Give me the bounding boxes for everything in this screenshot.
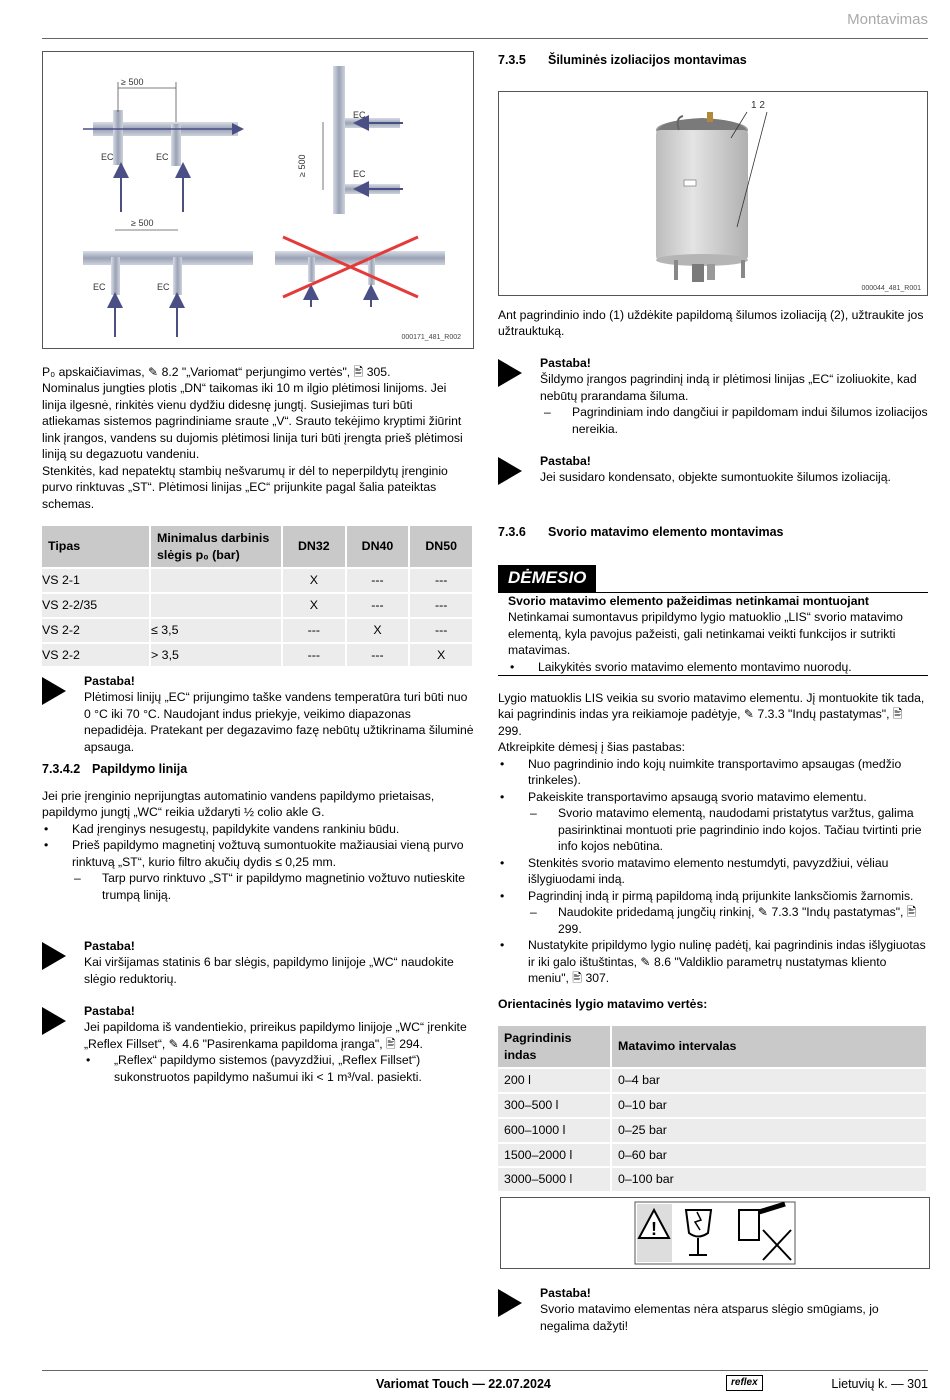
list-item: – Pagrindiniam indo dangčiui ir papildomam indui šilumos izoliacijos nereikia. [512, 404, 928, 437]
ec-label-4: EC [353, 169, 366, 179]
section-heading-735 [498, 52, 928, 69]
ec-label-3: EC [353, 110, 366, 120]
figure-code: 000044_481_R001 [861, 284, 921, 292]
note-text: Jei susidaro kondensato, objekte sumontuokite šilumos izoliaciją. [540, 470, 891, 485]
list-item: • Pagrindinį indą ir pirmą papildomą indą prijunkite lanksčiomis žarnomis. [498, 888, 928, 904]
connection-size-table [42, 524, 474, 668]
svg-text:!: ! [651, 1219, 657, 1239]
refill-line-text [42, 788, 474, 903]
gap-label-top: ≥ 500 [121, 77, 144, 87]
note-arrow-icon [42, 673, 84, 755]
callout-numbers: 1 2 [751, 100, 765, 111]
table-row: 3000–5000 l 0–100 bar [498, 1168, 928, 1191]
note-text: Jei papildoma iš vandentiekio, prireikus papildymo linijoje „WC“ įrenkite „Reflex Fillset“, ✎ 4.6 "Pasirenkama papildoma įranga", 🖹 294. [84, 1020, 467, 1051]
section-number: 7.3.6 [498, 525, 526, 539]
table-row: 600–1000 l 0–25 bar [498, 1119, 928, 1142]
section-header: Montavimas [847, 11, 928, 28]
gap-label-vertical: ≥ 500 [297, 154, 307, 177]
insulation-vessel-figure [498, 91, 928, 296]
table-row: 1500–2000 l 0–60 bar [498, 1144, 928, 1167]
figure-code: 000171_481_R002 [401, 333, 461, 341]
expansion-line-text [42, 364, 474, 512]
nominal-width-paragraph: Nominalus jungties plotis „DN“ taikomas iki 10 m ilgio plėtimosi linijoms. Jei linija ilgesnė, rinkitės vienu dydžiu didesnę jungtį. Susiejimas turi būti atliekamas sistemos pagrindiniame sraute „V“. Srauto tekėjimo kryptimi žiūrint link įrangos, vandens su dujomis plėtimosi linija turi būti įrengta prieš plėtimosi liniją su degazuotu vandeniu. [42, 381, 463, 462]
ec-label-5: EC [93, 282, 106, 292]
note-title: Pastaba! [540, 454, 591, 468]
note-text: Šildymo įrangos pagrindinį indą ir plėtimosi linijas „EC“ izoliuokite, kad nebūtų prarandama šiluma. [540, 372, 917, 403]
measurement-range-table [498, 1024, 928, 1193]
list-item: • Nustatykite pripildymo lygio nulinę padėtį, kai pagrindinis indas išlygiuotas ir iki galo ištuštintas, ✎ 8.6 "Valdiklio parametrų nustatymas kliento meniu", 🖹 307. [498, 937, 928, 986]
note-no-paint [498, 1285, 924, 1334]
footer-page: Lietuvių k. — 301 [831, 1377, 928, 1391]
note-title: Pastaba! [84, 674, 135, 688]
table-row: VS 2-2 ≤ 3,5 --- X --- [42, 619, 474, 642]
refill-intro: Jei prie įrenginio neprijungtas automatinio vandens papildymo prietaisas, papildymo jungtį „WC“ reikia uždaryti ½ colio akle G. [42, 789, 435, 820]
lis-instructions [498, 690, 928, 986]
table-row: VS 2-2/35 X --- --- [42, 594, 474, 617]
insulation-instruction: Ant pagrindinio indo (1) uždėkite papildomą šilumos izoliaciją (2), užtraukite jos užtrauktuką. [498, 308, 924, 339]
table-row: 300–500 l 0–10 bar [498, 1094, 928, 1117]
note-arrow-icon [42, 938, 84, 987]
col-header-vessel: Pagrindinis indas [498, 1026, 612, 1067]
warning-text: Netinkamai sumontavus pripildymo lygio matuoklio „LIS“ svorio matavimo elementą, kyla pavojus pažeisti, gali netinkamai veikti funkcijos ir sutrikti matavimas. [508, 610, 903, 658]
ec-label-1: EC [101, 152, 114, 162]
table-row: VS 2-1 X --- --- [42, 569, 474, 592]
ec-label-6: EC [157, 282, 170, 292]
col-header-dn32: DN32 [283, 526, 347, 567]
section-title: Šiluminės izoliacijos montavimas [548, 53, 747, 67]
warning-divider [498, 675, 928, 676]
col-header-pressure: Minimalus darbinis slėgis p₀ (bar) [151, 526, 283, 567]
note-fillset [42, 1003, 474, 1085]
gap-label-bottom: ≥ 500 [131, 218, 154, 228]
list-item: – Naudokite pridedamą jungčių rinkinį, ✎ 7.3.3 "Indų pastatymas", 🖹 299. [498, 904, 928, 937]
list-item: – Tarp purvo rinktuvo „ST“ ir papildymo magnetinio vožtuvo nutieskite trumpą liniją. [42, 870, 474, 903]
warning-pictograms-box [500, 1197, 930, 1269]
note-temperature [42, 673, 474, 755]
section-heading-736 [498, 524, 928, 541]
expansion-line-diagram [42, 51, 474, 349]
col-header-range: Matavimo intervalas [612, 1026, 928, 1067]
list-item: • Prieš papildymo magnetinį vožtuvą sumontuokite mažiausiai vieną purvo rinktuvą „ST“, kurio filtro akučių dydis ≤ 0,25 mm. [42, 837, 474, 870]
footer-divider [42, 1370, 928, 1371]
table-row: VS 2-2 > 3,5 --- --- X [42, 644, 474, 667]
pipe-connection-schematic [43, 52, 473, 348]
list-item: – Svorio matavimo elementą, naudodami pristatytus varžtus, galima pasirinktinai montuoti prie pagrindinio indo kojos. Tačiau tvirtinti prie info kojos nebūtina. [498, 805, 928, 854]
warning-title: Svorio matavimo elemento pažeidimas netinkamai montuojant [508, 593, 869, 608]
note-text: Svorio matavimo elementas nėra atsparus slėgio smūgiams, jo negalima dažyti! [540, 1302, 879, 1333]
section-number: 7.3.5 [498, 53, 526, 67]
ec-label-2: EC [156, 152, 169, 162]
list-item: • Nuo pagrindinio indo kojų nuimkite transportavimo apsaugas (medžio trinkeles). [498, 756, 928, 789]
note-text: Plėtimosi linijų „EC“ prijungimo taške vandens temperatūra turi būti nuo 0 °C iki 70 °C. Naudojant indus priekyje, veikimo diapazonas nepadidėja. Pratekant per degazavimo fazę nebūtų užtikrinama šiluminė apsauga. [84, 690, 474, 754]
note-insulate [498, 355, 928, 437]
col-header-type: Tipas [42, 526, 151, 567]
list-item: • „Reflex“ papildymo sistemos (pavyzdžiui, „Reflex Fillset“) sukonstruotos papildymo našumui iki < 1 m³/val. pasiekti. [84, 1052, 474, 1085]
section-heading-7342 [42, 761, 474, 778]
warning-label: DĖMESIO [498, 565, 596, 592]
note-title: Pastaba! [540, 1286, 591, 1300]
pictograms [501, 1198, 929, 1268]
list-item: • Stenkitės svorio matavimo elemento nestumdyti, pavyzdžiui, vėliau išlygiuodami indą. [498, 855, 928, 888]
list-item: • Kad įrenginys nesugestų, papildykite vandens rankiniu būdu. [42, 821, 474, 837]
col-header-dn50: DN50 [410, 526, 474, 567]
note-title: Pastaba! [84, 1004, 135, 1018]
section-number: 7.3.4.2 [42, 762, 81, 776]
p0-calc-paragraph: P₀ apskaičiavimas, ✎ 8.2 "„Variomat“ perjungimo vertės", 🖹 305. [42, 365, 391, 379]
note-arrow-icon [498, 453, 540, 486]
note-arrow-icon [42, 1003, 84, 1085]
brand-logo: reflex [726, 1375, 763, 1391]
footer-product: Variomat Touch — 22.07.2024 [376, 1377, 551, 1391]
table-row: 200 l 0–4 bar [498, 1069, 928, 1092]
lis-intro: Lygio matuoklis LIS veikia su svorio matavimo elementu. Jį montuokite tik tada, kai pagrindinis indas yra reikiamoje padėtyje, ✎ 7.3.3 "Indų pastatymas", 🖹 299. [498, 691, 925, 738]
col-header-dn40: DN40 [347, 526, 411, 567]
note-title: Pastaba! [540, 356, 591, 370]
header-divider [42, 38, 928, 39]
section-title: Papildymo linija [92, 762, 188, 776]
list-item: • Laikykitės svorio matavimo elemento montavimo nuorodų. [508, 659, 928, 675]
section-title: Svorio matavimo elemento montavimas [548, 525, 784, 539]
table2-title: Orientacinės lygio matavimo vertės: [498, 997, 708, 1011]
dirt-collector-paragraph: Stenkitės, kad nepatektų stambių nešvarumų ir dėl to neperpildytų įrenginio purvo rinktuvas „ST“. Plėtimosi linijas „EC“ prijunkite pagal šalia pateiktas schemas. [42, 463, 448, 511]
note-pressure-reducer [42, 938, 474, 987]
warning-box [498, 565, 928, 676]
vessel-drawing [499, 92, 927, 295]
list-item: • Pakeiskite transportavimo apsaugą svorio matavimo elementu. [498, 789, 928, 805]
note-arrow-icon [498, 1285, 540, 1334]
note-condensate [498, 453, 928, 486]
note-title: Pastaba! [84, 939, 135, 953]
lis-attention: Atkreipkite dėmesį į šias pastabas: [498, 740, 685, 755]
note-text: Kai viršijamas statinis 6 bar slėgis, papildymo linijoje „WC“ naudokite slėgio reduktorių. [84, 955, 454, 986]
